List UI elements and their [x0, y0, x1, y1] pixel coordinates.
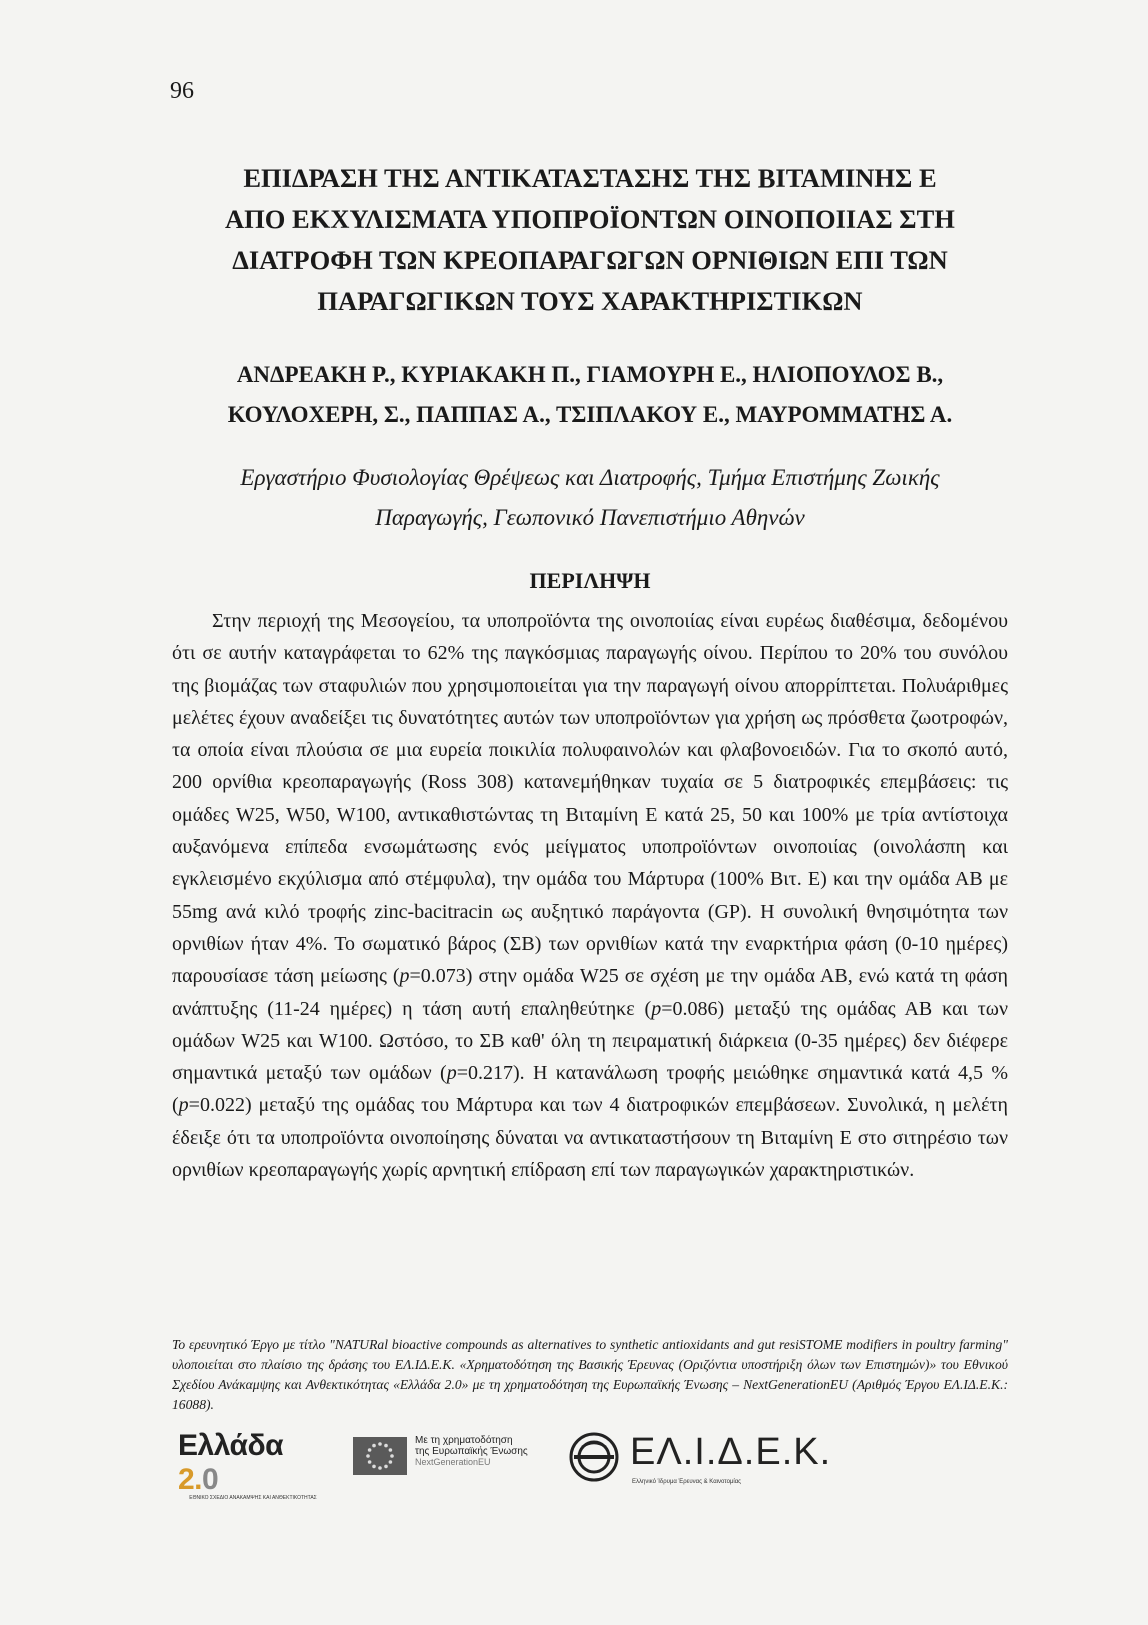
title-line: ΕΠΙΔΡΑΣΗ ΤΗΣ ΑΝΤΙΚΑΤΑΣΤΑΣΗΣ ΤΗΣ ΒΙΤΑΜΙΝΗΣ Ε [243, 163, 937, 193]
funding-footnote: Το ερευνητικό Έργο με τίτλο "NATURal bioactive compounds as alternatives to synthetic antioxidants and gut resiSTOME modifiers in poultry farming" υλοποιείται στο πλαίσιο της δράσης του ΕΛ.ΙΔ.Ε.Κ. «Χρηματοδότηση της Βασικής Έρευνας (Οριζόντια υποστήριξη όλων των Επιστημών)» του Εθνικού Σχεδίου Ανάκαμψης και Ανθεκτικότητας «Ελλάδα 2.0» με τη χρηματοδότηση της Ευρωπαϊκής Ένωσης – NextGenerationEU (Αριθμός Έργου ΕΛ.ΙΔ.Ε.Κ.: 16088). [172, 1337, 1008, 1412]
eu-flag-icon [353, 1437, 407, 1475]
elidek-subtitle: Ελληνικό Ίδρυμα Έρευνας & Καινοτομίας [632, 1479, 742, 1485]
affiliation-line: Παραγωγής, Γεωπονικό Πανεπιστήμιο Αθηνών [375, 505, 805, 530]
funding-logos [178, 1425, 1008, 1501]
affiliation [170, 458, 1010, 538]
author-line: ΚΟΥΛΟΧΕΡΗ, Σ., ΠΑΠΠΑΣ Α., ΤΣΙΠΛΑΚΟΥ Ε., ΜΑΥΡΟΜΜΑΤΗΣ Α. [227, 402, 953, 427]
eu-funding-text [415, 1435, 575, 1468]
abstract-text: =0.022) μεταξύ της ομάδας του Μάρτυρα και των 4 διατροφικών επεμβάσεων. Συνολικά, η μελέτη έδειξε ότι τα υποπροϊόντα οινοποίησης δύναται να αντικαταστήσουν τη Βιταμίνη Ε στο σιτηρέσιο των ορνιθίων κρεοπαραγωγής χωρίς αρνητική επίδραση επί των παραγωγικών χαρακτηριστικών. [172, 1094, 1008, 1182]
title-line: ΑΠΟ ΕΚΧΥΛΙΣΜΑΤΑ ΥΠΟΠΡΟΪΟΝΤΩΝ ΟΙΝΟΠΟΙΙΑΣ ΣΤΗ [225, 204, 955, 234]
author-list [170, 355, 1010, 435]
elidek-emblem-icon [568, 1431, 620, 1488]
abstract-body [172, 605, 1008, 1186]
eu-text-line: NextGenerationEU [415, 1457, 491, 1467]
title-line: ΔΙΑΤΡΟΦΗ ΤΩΝ ΚΡΕΟΠΑΡΑΓΩΓΩΝ ΟΡΝΙΘΙΩΝ ΕΠΙ ΤΩΝ [232, 245, 948, 275]
p-value-symbol: p [399, 965, 410, 988]
abstract-text: =0.086) μεταξύ της ομάδας ΑΒ και των ομάδων W25 και W100. Ωστόσο, το ΣΒ καθ' όλη τη πειραματική διάρκεια (0-35 ημέρες) δεν διέφερε σημαντικά μεταξύ των ομάδων ( [172, 997, 1008, 1085]
greece-logo-word: Ελλάδα [178, 1429, 284, 1462]
eu-text-line: της Ευρωπαϊκής Ένωσης [415, 1446, 528, 1457]
elidek-name: ΕΛ.Ι.Δ.Ε.Κ. [630, 1431, 832, 1473]
title-line: ΠΑΡΑΓΩΓΙΚΩΝ ΤΟΥΣ ΧΑΡΑΚΤΗΡΙΣΤΙΚΩΝ [317, 286, 863, 316]
greece-2-0-logo [178, 1429, 328, 1501]
abstract-text: =0.073) στην ομάδα W25 σε σχέση με την ομάδα ΑΒ, ενώ κατά τη φάση ανάπτυξης (11-24 ημέρες) η τάση αυτή επαληθεύτηκε ( [172, 965, 1008, 1020]
abstract-text: =0.217). Η κατανάλωση τροφής μειώθηκε σημαντικά κατά 4,5 % ( [172, 1062, 1008, 1117]
author-line: ΑΝΔΡΕΑΚΗ Ρ., ΚΥΡΙΑΚΑΚΗ Π., ΓΙΑΜΟΥΡΗ Ε., ΗΛΙΟΠΟΥΛΟΣ Β., [236, 362, 944, 387]
greece-logo-version-zero: 0 [202, 1463, 219, 1496]
eu-funding-logo [353, 1431, 573, 1481]
greece-logo-subtitle: ΕΘΝΙΚΟ ΣΧΕΔΙΟ ΑΝΑΚΑΜΨΗΣ ΚΑΙ ΑΝΘΕΚΤΙΚΟΤΗΤΑΣ [189, 1495, 317, 1501]
affiliation-line: Εργαστήριο Φυσιολογίας Θρέψεως και Διατροφής, Τμήμα Επιστήμης Ζωικής [240, 465, 940, 490]
abstract-heading: ΠΕΡΙΛΗΨΗ [529, 568, 651, 593]
greece-logo-version: 2. [178, 1463, 203, 1496]
page-number: 96 [170, 78, 194, 104]
abstract-text: Στην περιοχή της Μεσογείου, τα υποπροϊόντα της οινοποιίας είναι ευρέως διαθέσιμα, δεδομένου ότι σε αυτήν καταγράφεται το 62% της παγκόσμιας παραγωγής οίνου. Περίπου το 20% του συνόλου της βιομάζας των σταφυλιών που χρησιμοποιείται για την παραγωγή οίνου απορρίπτεται. Πολυάριθμες μελέτες έχουν αναδείξει τις δυνατότητες αυτών των υποπροϊόντων για χρήση ως πρόσθετα ζωοτροφών, τα οποία είναι πλούσια σε μια ευρεία ποικιλία πολυφαινολών και φλαβονοειδών. Για το σκοπό αυτό, 200 ορνίθια κρεοπαραγωγής (Ross 308) κατανεμήθηκαν τυχαία σε 5 διατροφικές επεμβάσεις: τις ομάδες W25, W50, W100, αντικαθιστώντας τη Βιταμίνη Ε κατά 25, 50 και 100% με τρία αντίστοιχα αυξανόμενα επίπεδα ενσωμάτωσης ενός μείγματος υποπροϊόντων οινοποιίας (οινολάσπη και εγκλεισμένο εκχύλισμα από στέμφυλα), την ομάδα του Μάρτυρα (100% Βιτ. Ε) και την ομάδα ΑΒ με 55mg ανά κιλό τροφής zinc-bacitracin ως αυξητικό παράγοντα (GP). Η συνολική θνησιμότητα των ορνιθίων ήταν 4%. Το σωματικό βάρος (ΣΒ) των ορνιθίων κατά την εναρκτήρια φάση (0-10 ημέρες) παρουσίασε τάση μείωσης ( [172, 610, 1008, 988]
p-value-symbol: p [651, 997, 662, 1020]
p-value-symbol: p [446, 1062, 457, 1085]
eu-text-line: Με τη χρηματοδότηση [415, 1435, 513, 1446]
elidek-logo [568, 1425, 832, 1495]
abstract-paragraph [172, 605, 1008, 1186]
paper-title [170, 158, 1010, 322]
p-value-symbol: p [178, 1094, 189, 1117]
